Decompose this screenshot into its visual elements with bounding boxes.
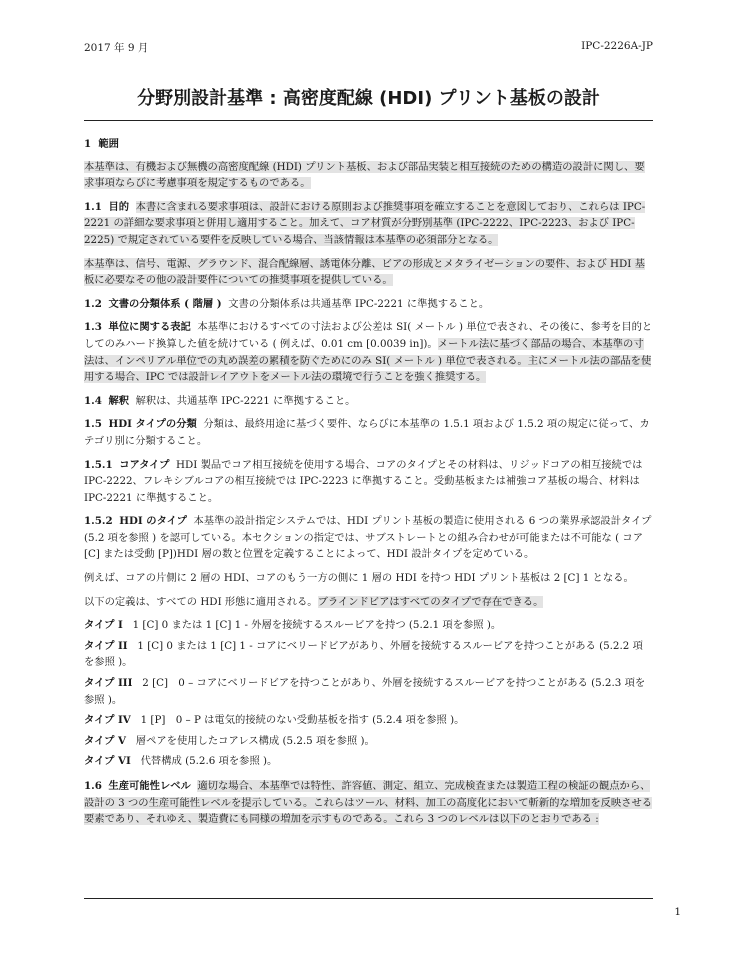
section-title: HDI タイプの分類 xyxy=(108,418,197,431)
type-description: 2 [C] 0 – コアにベリードビアを持つことがあり、外層を接続するスルービアを持つことがある (5.2.3 項を参照 )。 xyxy=(84,677,646,706)
section-number: 1.5.2 xyxy=(84,515,113,528)
highlighted-text: メートル法に基づく部品の場合、本基準の寸法は、インペリアル単位での丸め誤差の累積を防ぐためにのみ SI( メートル ) 単位で表される。主にメートル法の部品を使用する場合、IPC では設計レイアウトをメートル法の環境で行うことを強く推奨する。 xyxy=(84,337,652,384)
type-description: 1 [P] 0 – P は電気的接続のない受動基板を指す (5.2.4 項を参照 )。 xyxy=(140,714,465,727)
header-date: 2017 年 9 月 xyxy=(84,42,149,54)
paragraph-1-5 xyxy=(84,416,653,449)
section-number: 1.1 xyxy=(84,200,102,213)
section-number: 1.6 xyxy=(84,780,102,792)
section-title: コアタイプ xyxy=(119,458,170,471)
paragraph-1-1 xyxy=(84,199,653,249)
section-number: 1.5.1 xyxy=(84,458,113,471)
section-title: 目的 xyxy=(108,200,130,213)
paragraph-1-2 xyxy=(84,296,653,313)
type-label: タイプ II xyxy=(84,639,128,652)
paragraph-text: 本基準の設計指定システムでは、HDI プリント基板の製造に使用される 6 つの業界承認設計タイプ (5.2 項を参照 ) を認可している。本セクションの指定では、サブストレートとの組み合わせが可能または不可能な ( コア [C] または受動 [P])HDI 層の数と位置を定義することによって、HDI 設計タイプを定めている。 xyxy=(84,515,652,561)
paragraph-text: 本基準におけるすべての寸法および公差は SI( メートル ) 単位で表され、その後に、参考を目的としてのみハード換算した値を続けている ( 例えば、0.01 cm [0.0039 in])。 xyxy=(84,321,653,350)
type-label: タイプ III xyxy=(84,677,133,690)
paragraph-1-6 xyxy=(84,778,653,828)
highlighted-text: 本基準は、信号、電源、グラウンド、混合配線層、誘電体分離、ビアの形成とメタライゼーションの要件、および HDI 基板に必要なその他の設計要件についての推奨事項を提供している。 xyxy=(84,257,645,287)
type-label: タイプ I xyxy=(84,619,123,632)
section-1-heading xyxy=(84,136,653,153)
type-description: 層ペアを使用したコアレス構成 (5.2.5 項を参照 )。 xyxy=(135,734,375,747)
type-definition xyxy=(84,733,653,750)
section-number: 1.3 xyxy=(84,321,102,334)
type-description: 1 [C] 0 または 1 [C] 1 - 外層を接続するスルービアを持つ (5.2.1 項を参照 )。 xyxy=(132,619,502,632)
type-definition xyxy=(84,675,653,708)
type-definition xyxy=(84,753,653,770)
type-definition xyxy=(84,638,653,671)
document-title: 分野別設計基準 : 高密度配線 (HDI) プリント基板の設計 xyxy=(137,88,600,109)
paragraph-1-5-1 xyxy=(84,457,653,507)
footer-divider xyxy=(84,898,653,899)
type-definition xyxy=(84,617,653,634)
paragraph-1-3 xyxy=(84,319,653,385)
page-number: 1 xyxy=(674,906,681,918)
paragraph-text: 分類は、最終用途に基づく要件、ならびに本基準の 1.5.1 項および 1.5.2 項の規定に従って、カテゴリ別に分類すること。 xyxy=(84,418,650,447)
paragraph xyxy=(84,256,653,289)
type-definition xyxy=(84,712,653,729)
paragraph-text: 以下の定義は、すべての HDI 形態に適用される。 xyxy=(84,595,318,608)
paragraph xyxy=(84,570,653,587)
section-title: HDI のタイプ xyxy=(119,515,187,528)
highlighted-text: 本書に含まれる要求事項は、設計における原則および推奨事項を確立することを意図しており、これらは IPC-2221 の詳細な要求事項と併用し適用すること。加えて、コア材質が分野別基準 (IPC-2222、IPC-2223、および IPC-2225) で規定されている要件を反映している場合、当該情報は本基準の必須部分となる。 xyxy=(84,200,646,246)
section-number: 1.2 xyxy=(84,297,102,310)
title-divider xyxy=(84,120,653,121)
type-label: タイプ IV xyxy=(84,714,131,727)
highlighted-text: ブラインドビアはすべてのタイプで存在できる。 xyxy=(317,595,544,608)
type-label: タイプ V xyxy=(84,734,126,747)
type-description: 1 [C] 0 または 1 [C] 1 - コアにベリードビアがあり、外層を接続するスルービアを持つことがある (5.2.2 項を参照 )。 xyxy=(84,639,643,669)
section-number: 1.4 xyxy=(84,394,102,407)
section-title: 生産可能性レベル xyxy=(108,780,191,792)
paragraph-1-4 xyxy=(84,393,653,410)
paragraph xyxy=(84,159,653,192)
section-number: 1 xyxy=(84,138,92,150)
paragraph-text: HDI 製品でコア相互接続を使用する場合、コアのタイプとその材料は、リジッドコアの相互接続では IPC-2222、フレキシブルコアの相互接続では IPC-2223 に準拠すること。受動基板または補強コア基板の場合、材料は IPC-2221 に準拠すること。 xyxy=(84,458,643,504)
paragraph xyxy=(84,594,653,611)
section-title: 範囲 xyxy=(98,138,119,150)
section-title: 解釈 xyxy=(108,394,130,407)
document-body xyxy=(84,136,653,835)
paragraph-text: 文書の分類体系は共通基準 IPC-2221 に準拠すること。 xyxy=(228,297,490,310)
section-number: 1.5 xyxy=(84,418,102,431)
highlighted-text: 本基準は、有機および無機の高密度配線 (HDI) プリント基板、および部品実装と相互接続のための構造の設計に関し、要求事項ならびに考慮事項を規定するものである。 xyxy=(84,160,645,190)
section-title: 文書の分類体系 ( 階層 ) xyxy=(108,297,222,310)
paragraph-1-5-2 xyxy=(84,513,653,563)
paragraph-text: 例えば、コアの片側に 2 層の HDI、コアのもう一方の側に 1 層の HDI を持つ HDI プリント基板は 2 [C] 1 となる。 xyxy=(84,572,634,585)
header-doc-id: IPC-2226A-JP xyxy=(581,40,653,52)
page-header xyxy=(84,40,653,55)
section-title: 単位に関する表記 xyxy=(108,321,191,334)
type-description: 代替構成 (5.2.6 項を参照 )。 xyxy=(140,755,278,768)
paragraph-text: 解釈は、共通基準 IPC-2221 に準拠すること。 xyxy=(135,394,356,407)
highlighted-text: 適切な場合、本基準では特性、許容値、測定、組立、完成検査または製造工程の検証の観点から、設計の 3 つの生産可能性レベルを提示している。これらはツール、材料、加工の高度化において斬新的な増加を反映させる要素であり、それゆえ、製造費にも同様の増加を示すものである。これら 3 つのレベルは以下のとおりである : xyxy=(84,780,653,826)
type-label: タイプ VI xyxy=(84,755,131,768)
